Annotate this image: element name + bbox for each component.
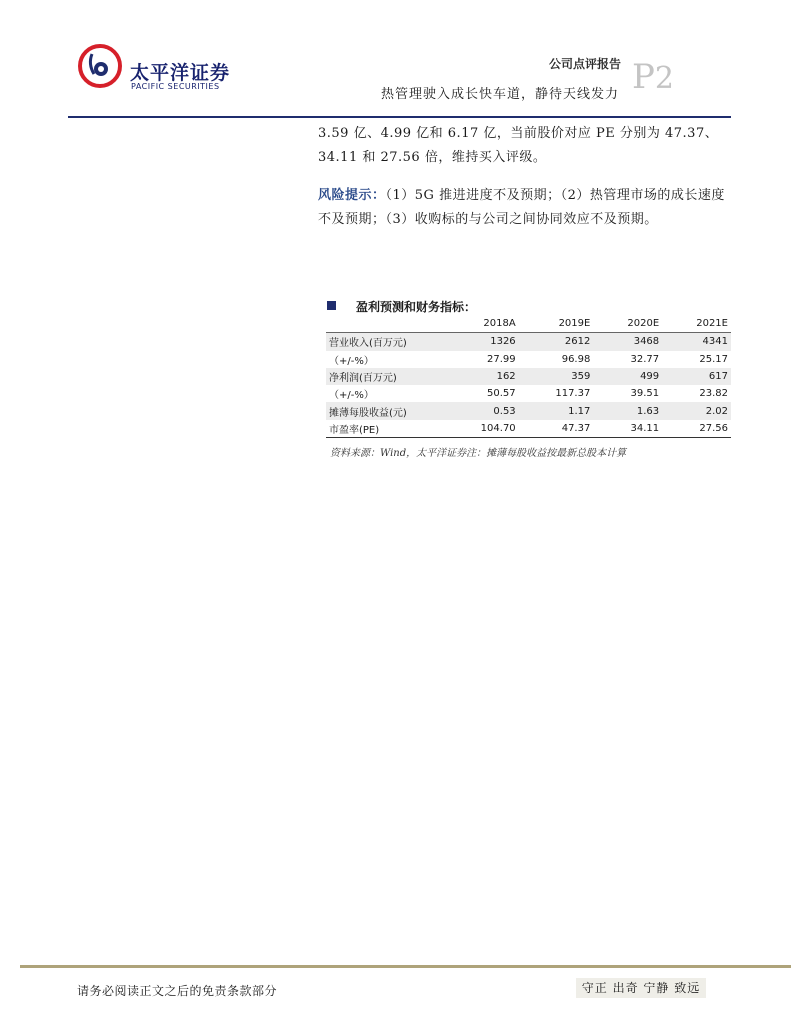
row-label: 市盈率(PE): [326, 420, 444, 438]
row-label: 摊薄每股收益(元): [326, 402, 444, 419]
table-cell: 1.17: [519, 402, 594, 419]
valuation-paragraph: 3.59 亿、4.99 亿和 6.17 亿，当前股价对应 PE 分别为 47.37、34.11 和 27.56 倍，维持买入评级。: [318, 126, 719, 165]
logo-company-name-en: PACIFIC SECURITIES: [131, 82, 220, 91]
table-header-cell: [326, 315, 444, 333]
report-title: 热管理驶入成长快车道，静待天线发力: [380, 87, 619, 102]
table-cell: 617: [662, 368, 731, 385]
table-header-cell: 2021E: [662, 315, 731, 333]
report-type: 公司点评报告: [548, 57, 621, 71]
header-divider: [68, 116, 731, 118]
table-title-block: [325, 298, 735, 316]
table-cell: 25.17: [699, 353, 728, 365]
row-label: 营业收入(百万元): [326, 333, 444, 351]
table-cell: 96.98: [561, 353, 591, 365]
risk-label: 风险提示：: [318, 188, 386, 203]
table-cell: 499: [593, 368, 662, 385]
footer-divider: [20, 965, 791, 968]
table-cell: 47.37: [519, 420, 594, 438]
table-row: [326, 368, 731, 385]
table-cell: 1.63: [593, 402, 662, 419]
table-cell: 27.99: [487, 353, 516, 365]
table-cell: 162: [444, 368, 519, 385]
table-row: [326, 351, 731, 368]
table-title: 盈利预测和财务指标：: [356, 300, 477, 314]
risk-text: （1）5G 推进进度不及预期；（2）热管理市场的成长速度不及预期；（3）收购标的与公司之间协同效应不及预期。: [318, 188, 725, 227]
row-label: （+/-%）: [329, 390, 374, 402]
table-header-row: [326, 315, 731, 333]
table-header-cell: 2020E: [593, 315, 662, 333]
risk-paragraph: [318, 184, 730, 232]
table-cell: 0.53: [444, 402, 519, 419]
table-cell: 50.57: [487, 388, 516, 400]
table-cell: 2612: [519, 333, 594, 351]
table-header-cell: 2019E: [519, 315, 594, 333]
table-cell: 359: [519, 368, 594, 385]
financial-forecast-table: [326, 315, 731, 438]
table-cell: 1326: [444, 333, 519, 351]
table-cell: 2.02: [662, 402, 731, 419]
table-cell: 104.70: [444, 420, 519, 438]
footer-motto: 守正 出奇 宁静 致远: [576, 978, 706, 998]
table-cell: 23.82: [699, 388, 728, 400]
table-cell: 39.51: [630, 388, 660, 400]
footer-disclaimer: 请务必阅读正文之后的免责条款部分: [77, 984, 278, 998]
table-row: [326, 420, 731, 438]
pacific-securities-logo-icon: [78, 44, 122, 88]
table-row: [326, 402, 731, 419]
row-label: 净利润(百万元): [326, 368, 444, 385]
table-source-note: 资料来源：Wind，太平洋证券注：摊薄每股收益按最新总股本计算: [330, 448, 627, 459]
table-cell: 27.56: [662, 420, 731, 438]
page-digit: 2: [654, 61, 674, 96]
table-cell: 32.77: [630, 353, 660, 365]
table-cell: 34.11: [593, 420, 662, 438]
table-header-cell: 2018A: [444, 315, 519, 333]
page-letter: P: [632, 57, 655, 97]
table-cell: 117.37: [555, 388, 591, 400]
table-row: [326, 385, 731, 402]
square-bullet-icon: [327, 301, 336, 310]
table-row: [326, 333, 731, 351]
logo-company-name: 太平洋证券: [130, 62, 231, 84]
table-cell: 3468: [593, 333, 662, 351]
row-label: （+/-%）: [329, 355, 374, 367]
page-number: [632, 57, 674, 97]
table-cell: 4341: [662, 333, 731, 351]
